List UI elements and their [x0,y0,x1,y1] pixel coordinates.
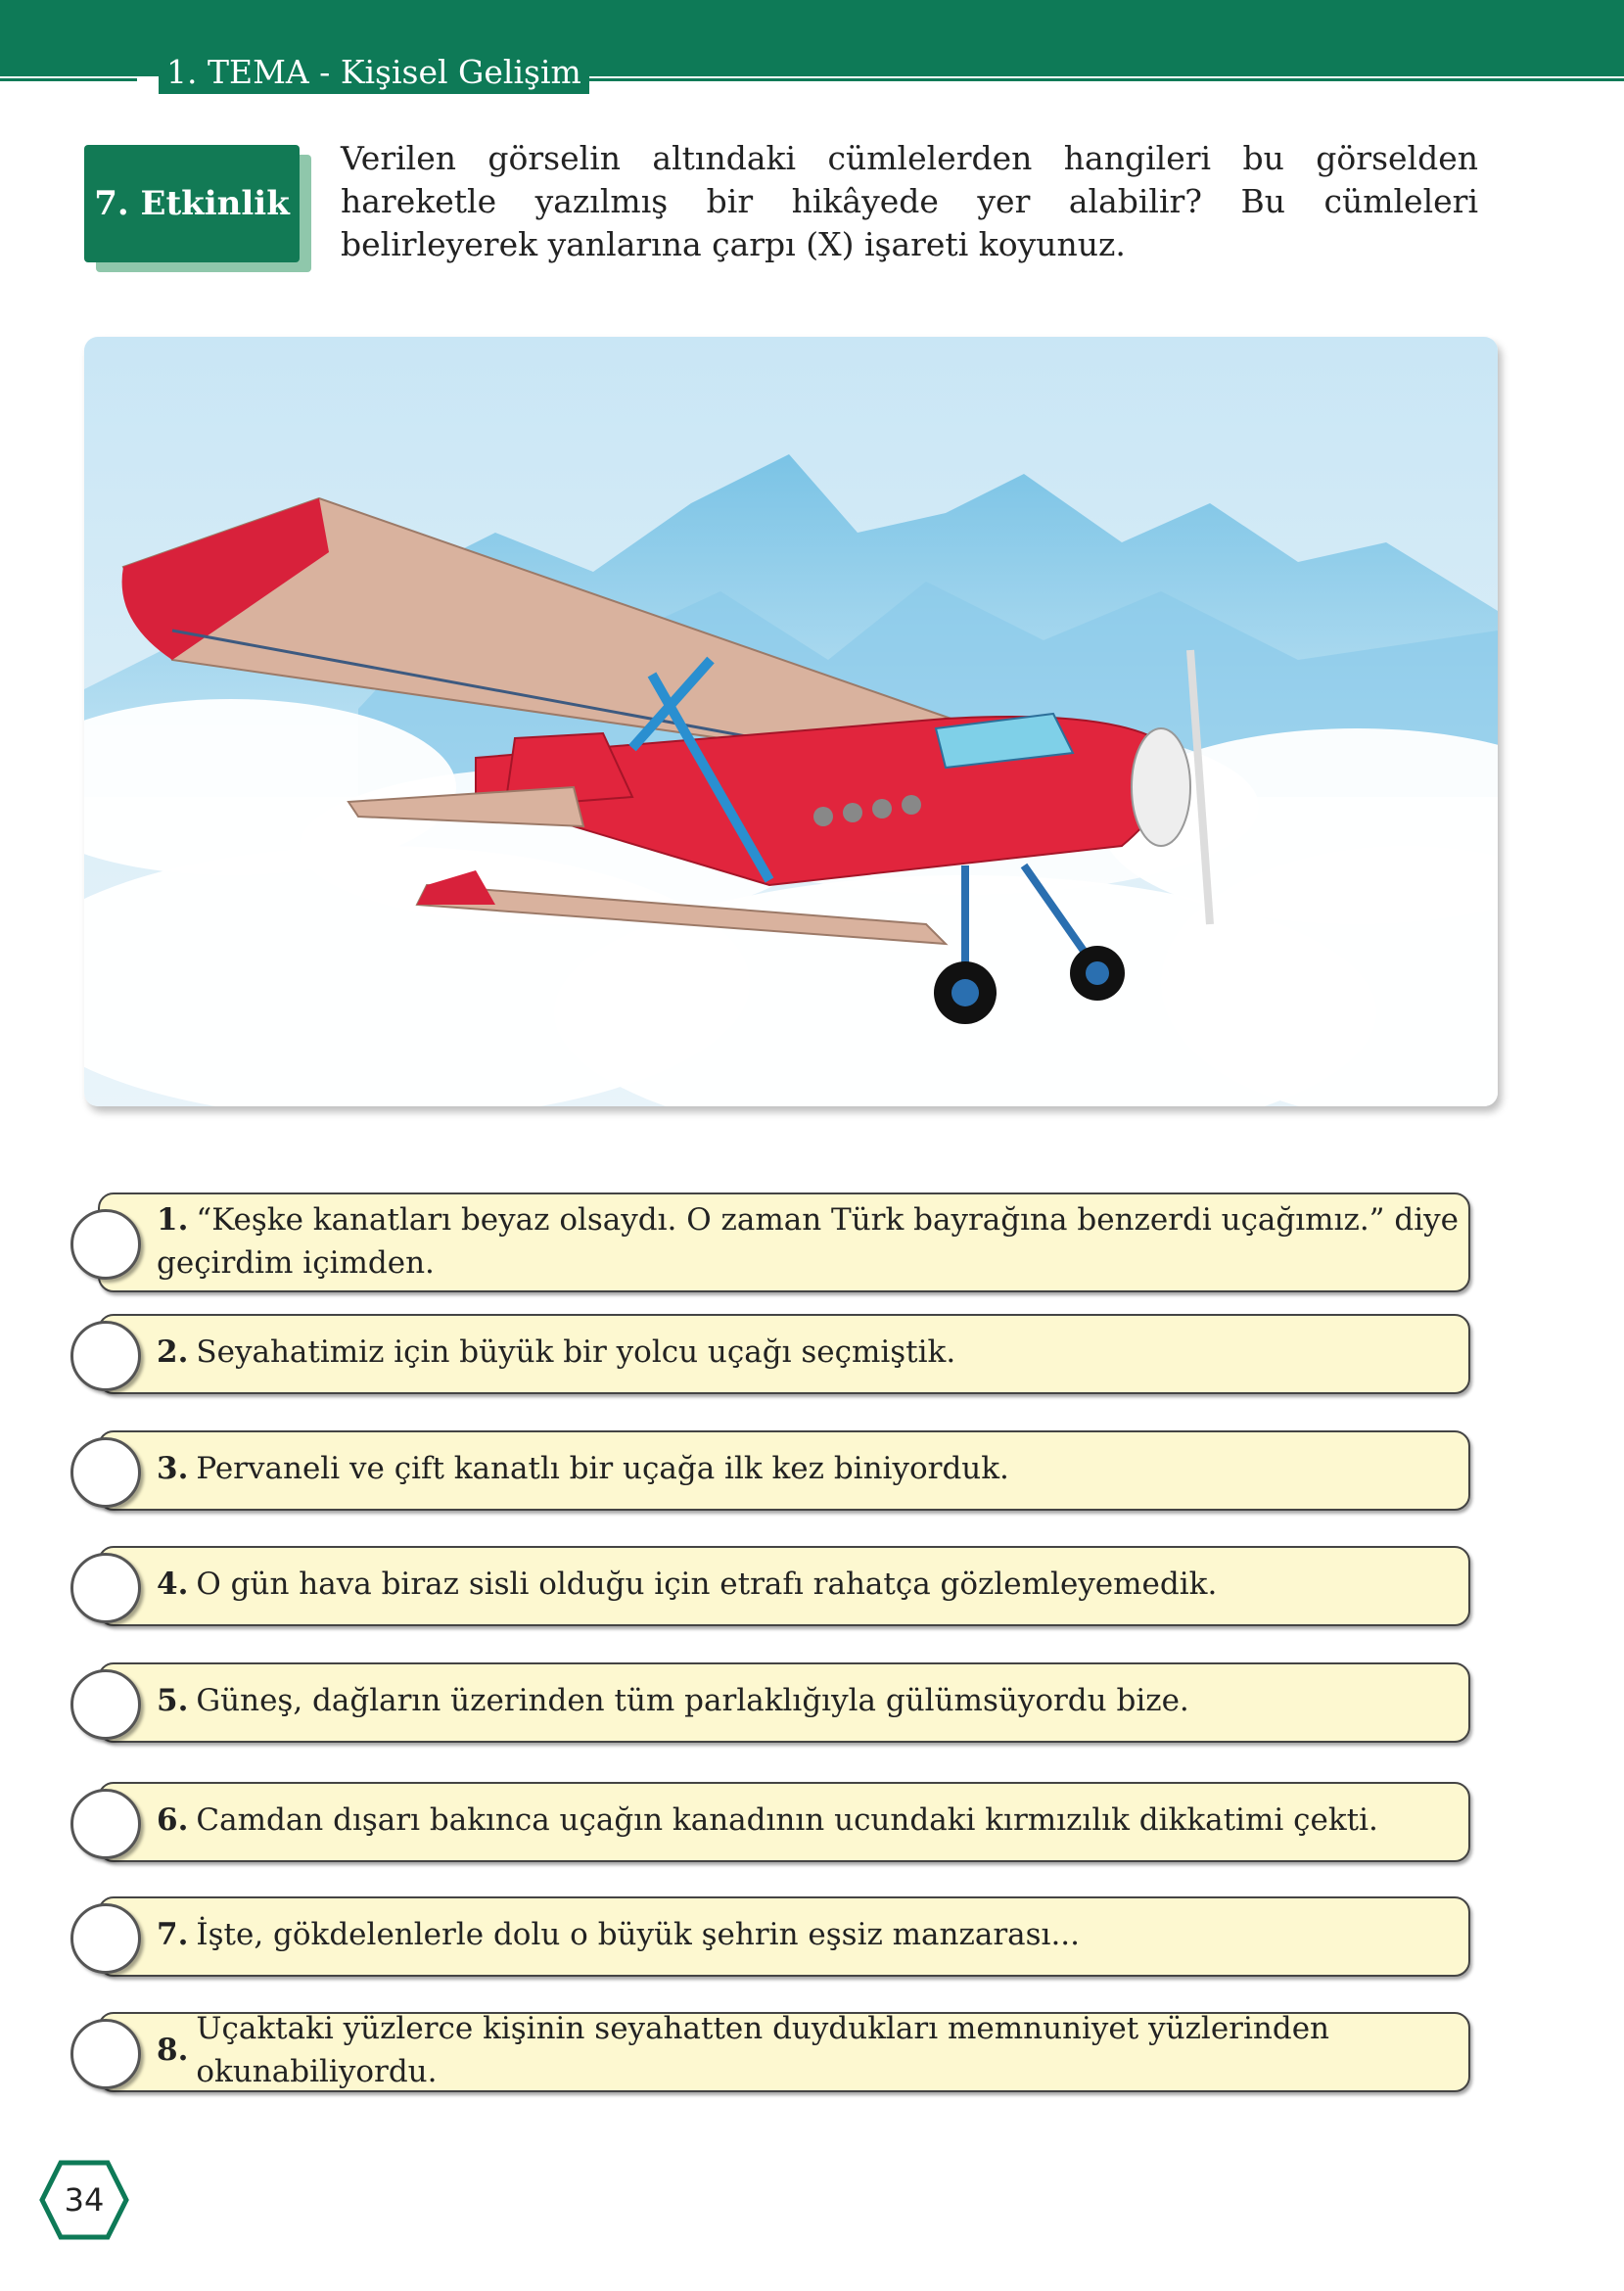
answer-circle-3[interactable] [70,1437,141,1508]
statement-number: 8. [157,2033,189,2068]
statement-number: 7. [157,1917,189,1952]
statement-1 [70,1192,1500,1294]
statement-body: Uçaktaki yüzlerce kişinin seyahatten duydukları memnuniyet yüzlerinden okunabiliyordu. [196,2011,1330,2089]
header-rule-right [558,78,1624,81]
statement-3 [70,1430,1500,1513]
statement-body: Camdan dışarı bakınca uçağın kanadının ucundaki kırmızılık dikkatimi çekti. [196,1802,1378,1838]
statement-text [157,1546,1466,1622]
statement-text [157,1782,1466,1858]
statement-body: Seyahatimiz için büyük bir yolcu uçağı seçmiştik. [196,1334,956,1370]
statement-number: 4. [157,1566,189,1602]
answer-circle-1[interactable] [70,1209,141,1280]
statement-7 [70,1896,1500,1979]
biplane-scene [84,337,1498,1106]
statement-text [157,2012,1466,2088]
statement-2 [70,1314,1500,1396]
theme-title: 1. TEMA - Kişisel Gelişim [159,51,589,94]
statement-4 [70,1546,1500,1628]
answer-circle-5[interactable] [70,1669,141,1740]
statement-body: Güneş, dağların üzerinden tüm parlaklığıyla gülümsüyordu bize. [196,1683,1189,1718]
statement-5 [70,1662,1500,1745]
statement-number: 2. [157,1334,189,1370]
answer-circle-2[interactable] [70,1321,141,1391]
statement-8 [70,2012,1500,2094]
statement-text [157,1192,1466,1288]
header-rule-left [0,78,137,81]
page-number-label: 34 [64,2181,105,2219]
statement-number: 1. [157,1202,189,1238]
answer-circle-6[interactable] [70,1789,141,1859]
statement-6 [70,1782,1500,1864]
answer-circle-4[interactable] [70,1553,141,1623]
statement-body: “Keşke kanatları beyaz olsaydı. O zaman Türk bayrağına benzerdi uçağımız.” diye geçirdim içimden. [157,1202,1459,1281]
answer-circle-8[interactable] [70,2019,141,2089]
biplane-illustration [84,337,1498,1106]
statement-text [157,1896,1466,1973]
activity-badge: 7. Etkinlik [84,145,300,262]
statement-body: İşte, gökdelenlerle dolu o büyük şehrin eşsiz manzarası... [196,1917,1081,1952]
activity-instruction: Verilen görselin altındaki cümlelerden hangileri bu görselden hareketle yazılmış bir hikâyede yer alabilir? Bu cümleleri belirleyerek yanlarına çarpı (X) işareti koyunuz. [341,139,1478,263]
statement-body: O gün hava biraz sisli olduğu için etrafı rahatça gözlemleyemedik. [196,1566,1218,1602]
statement-body: Pervaneli ve çift kanatlı bir uçağa ilk kez biniyorduk. [196,1451,1009,1486]
statement-text [157,1314,1466,1390]
statement-text [157,1430,1466,1507]
statement-number: 5. [157,1683,189,1718]
statement-number: 6. [157,1802,189,1838]
answer-circle-7[interactable] [70,1903,141,1974]
statement-number: 3. [157,1451,189,1486]
statement-text [157,1662,1466,1739]
page-number [39,2160,129,2240]
